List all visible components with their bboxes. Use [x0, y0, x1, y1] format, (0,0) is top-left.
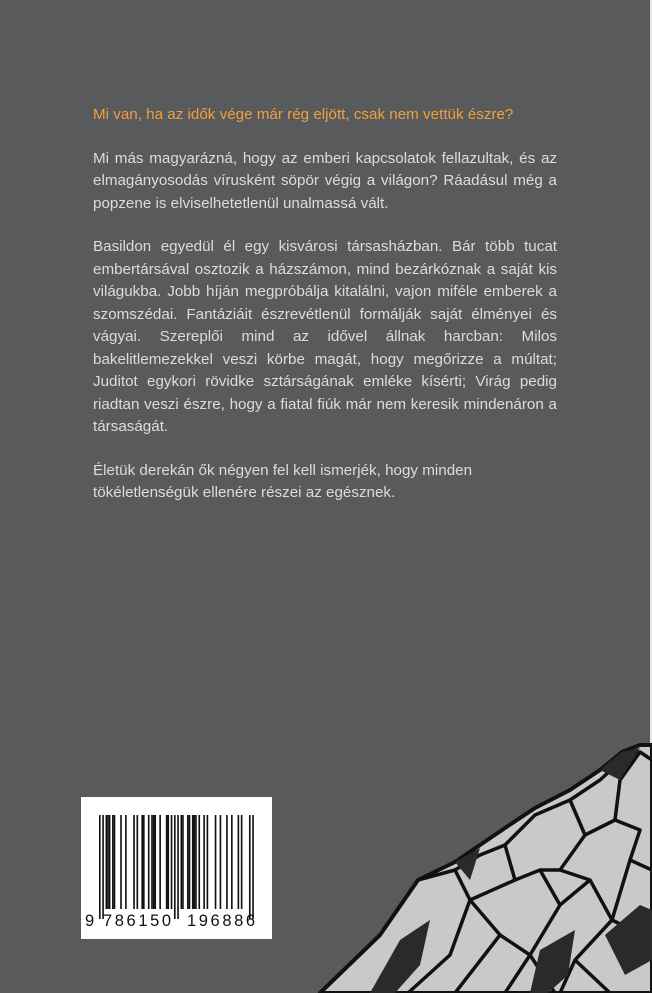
barcode-bar — [107, 815, 109, 909]
blurb-paragraph-1: Mi más magyarázná, hogy az emberi kapcsolatok fellazultak, és az elmagányosodás vírusként söpör végig a világon? Ráadásul még a popzene is elviselhetetlenül unalmassá vált. — [93, 149, 557, 212]
barcode-bar — [125, 815, 127, 909]
barcode-bar — [112, 815, 114, 909]
barcode-bar — [114, 815, 116, 909]
isbn-left-group: 786150 — [103, 912, 174, 930]
barcode-bar — [166, 815, 168, 909]
barcode-bar — [109, 815, 111, 909]
barcode-bar — [241, 815, 243, 909]
tagline: Mi van, ha az idők vége már rég eljött, csak nem vettük észre? — [93, 106, 514, 123]
isbn-barcode — [81, 797, 272, 939]
barcode-bar — [189, 815, 191, 909]
barcode-bar — [182, 815, 184, 909]
barcode-bar — [207, 815, 209, 909]
isbn-first-digit: 9 — [85, 912, 95, 930]
barcode-bar — [151, 815, 153, 909]
barcode-bar — [154, 815, 156, 909]
barcode-bar — [148, 815, 150, 909]
barcode-bar — [226, 815, 228, 909]
barcode-bar — [252, 815, 254, 919]
barcode-bar — [215, 815, 217, 909]
isbn-right-group: 196886 — [187, 912, 258, 930]
barcode-bar — [133, 815, 135, 909]
barcode-bar — [231, 815, 233, 909]
barcode-bar — [187, 815, 189, 909]
barcode-bar — [141, 815, 143, 909]
barcode-bar — [192, 815, 194, 909]
barcode-bar — [194, 815, 196, 909]
barcode-bar — [171, 815, 173, 909]
barcode-bar — [167, 815, 169, 909]
barcode-bar — [181, 815, 183, 909]
barcode-bar — [143, 815, 145, 909]
barcode-bar — [238, 815, 240, 909]
barcode-bar — [220, 815, 222, 909]
barcode-bar — [249, 815, 251, 919]
barcode-bar — [195, 815, 197, 909]
barcode-bar — [174, 815, 176, 919]
isbn-number — [81, 912, 272, 934]
barcode-bar — [203, 815, 205, 909]
barcode-bar — [153, 815, 155, 909]
barcode-bar — [198, 815, 200, 909]
blurb-paragraph-3: Életük derekán ők négyen fel kell ismerjék, hogy minden tökéletlenségük ellenére részei az egésznek. — [93, 461, 473, 501]
barcode-bar — [120, 815, 122, 909]
barcode-bar — [106, 815, 108, 909]
barcode-bar — [99, 815, 101, 919]
barcode-bar — [102, 815, 104, 919]
barcode-bar — [136, 815, 138, 909]
blurb-paragraph-2: Basildon egyedül él egy kisvárosi társasházban. Bár több tucat embertársával osztozik a házszámon, mind bezárkóznak a saját kis világukba. Jobb híján megpróbálja kitalálni, vajon miféle emberek a szomszédai. Fantáziáit észrevétlenül formálják saját élményei és vágyai. Szereplői mind az idővel állnak harcban: Milos bakelitlemezekkel veszi körbe magát, hogy megőrizze a múltat; Juditot egykori rövidke sztárságának emléke kísérti; Virág pedig riadtan veszi észre, hogy a fiatal fiúk már nem keresik mindenáron a társaságát. — [93, 238, 557, 435]
barcode-bar — [159, 815, 161, 909]
barcode-bar — [177, 815, 179, 919]
